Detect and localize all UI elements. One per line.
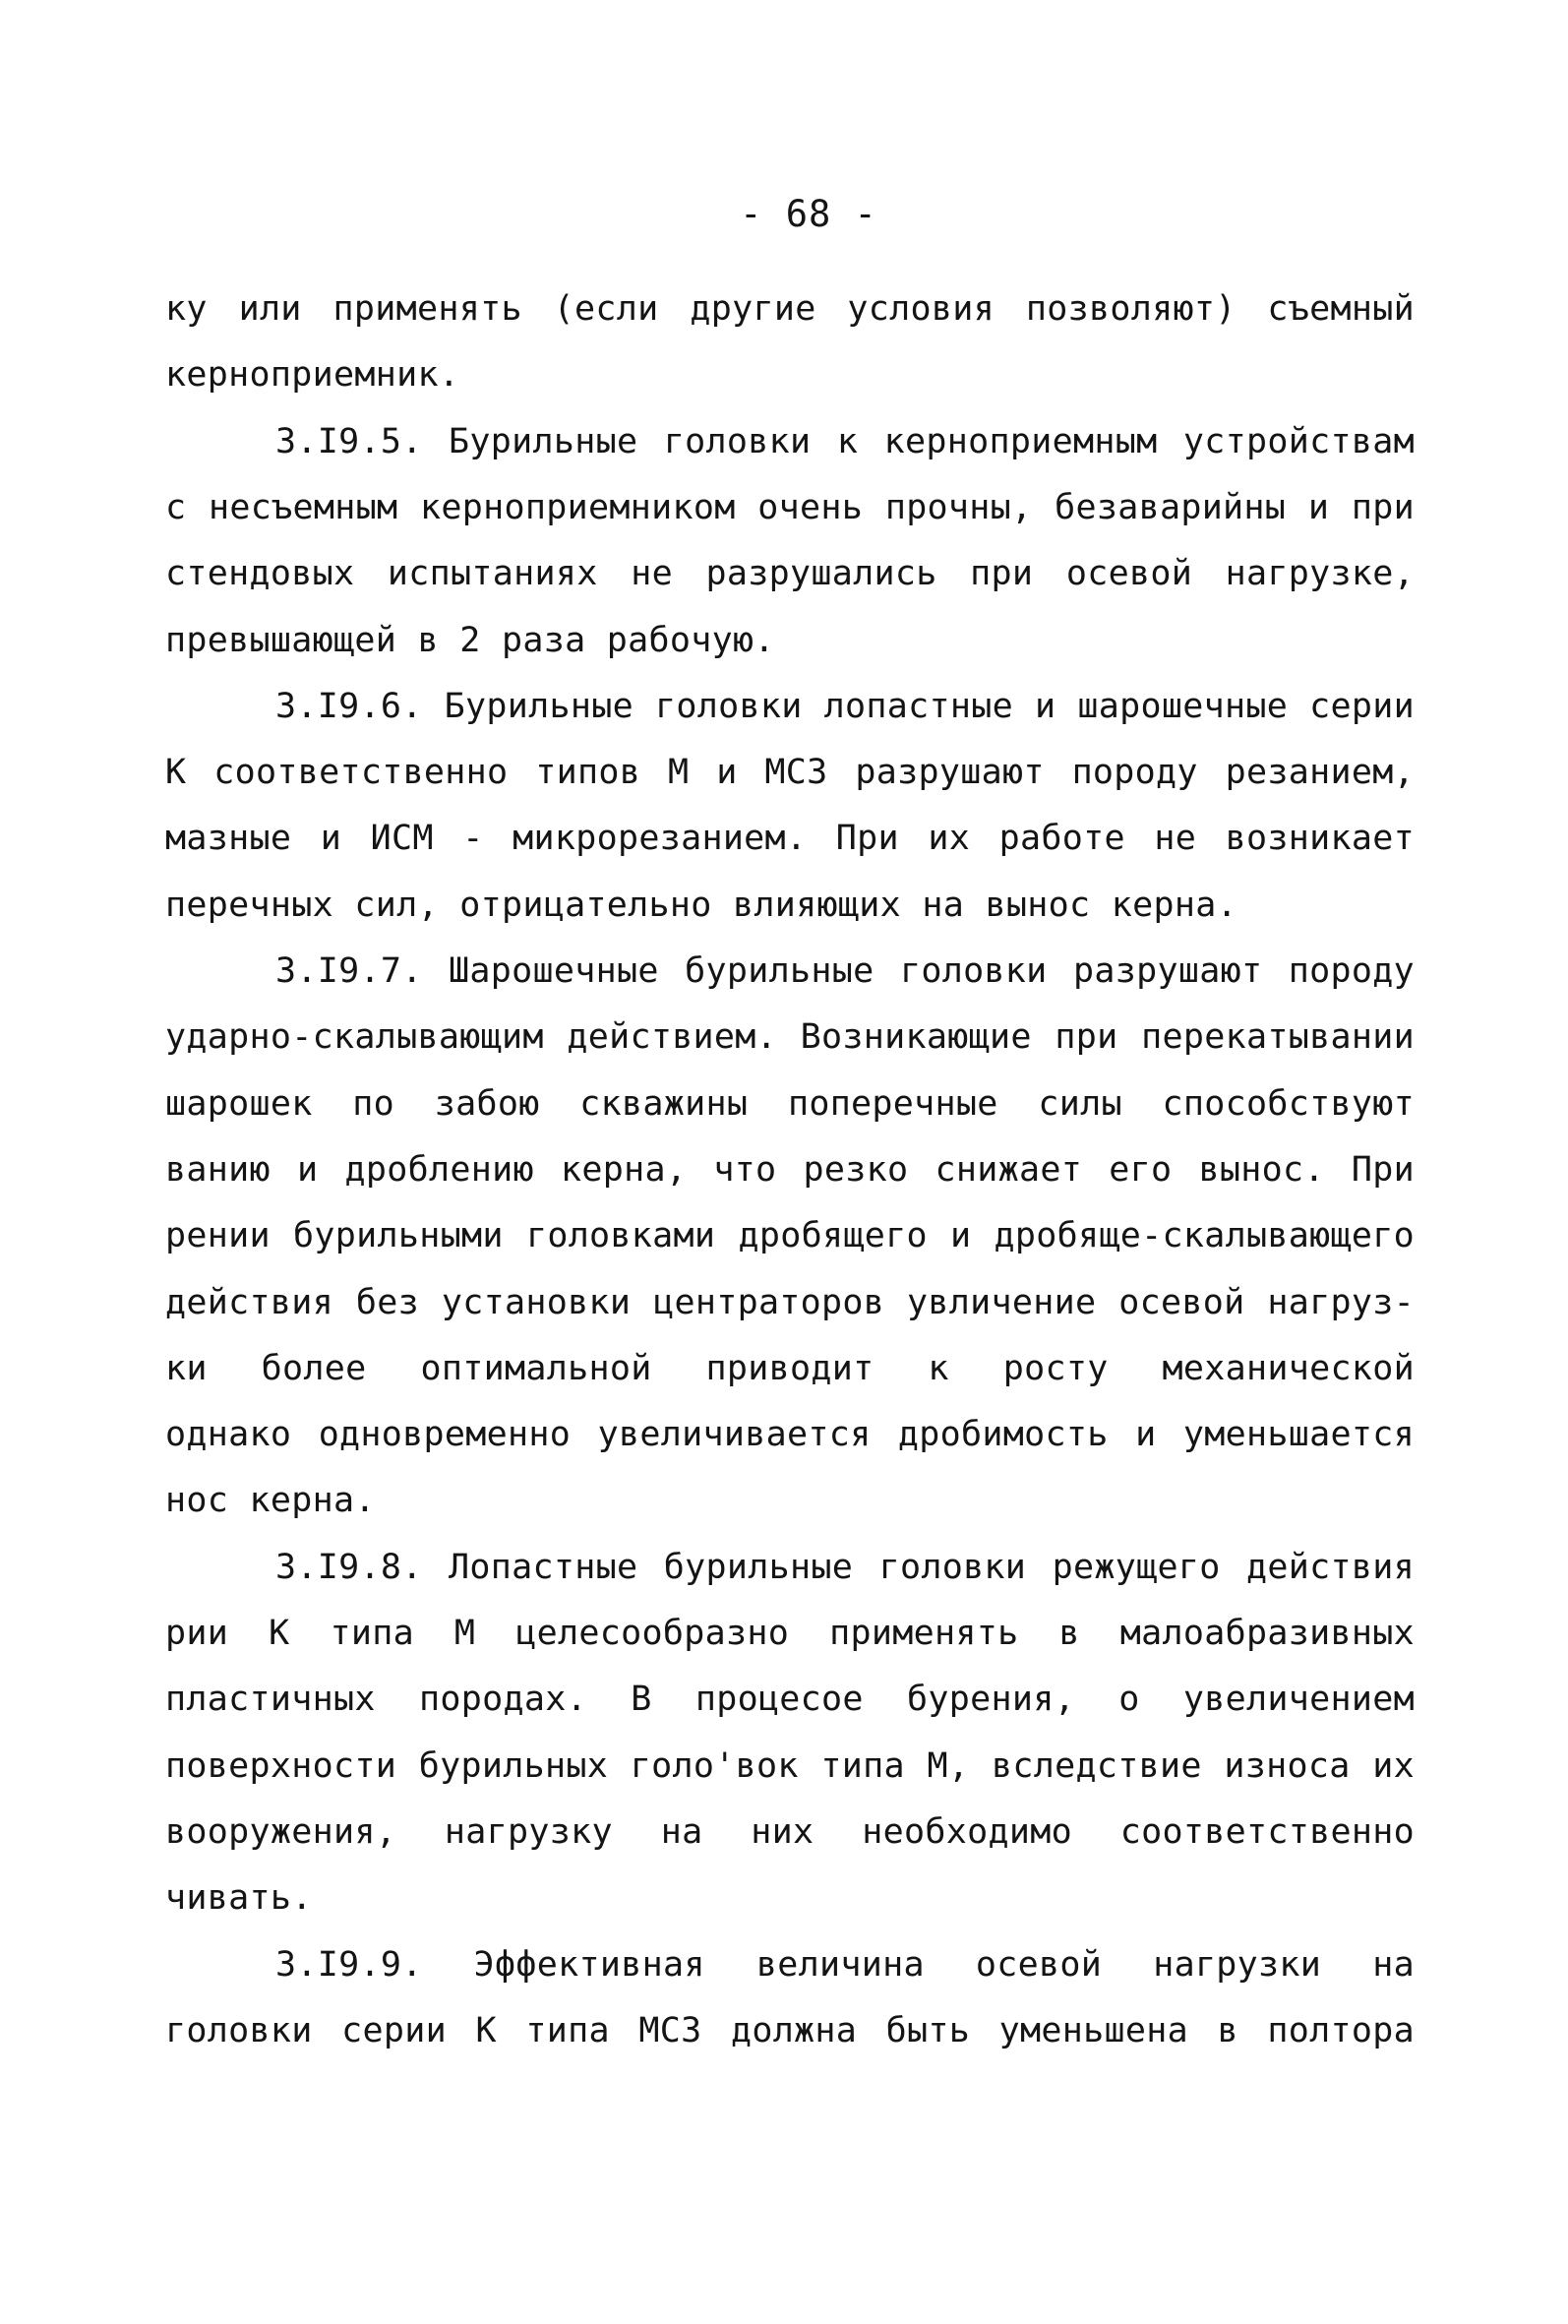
paragraph-first-line: 3.I9.8. Лопастные бурильные головки режущего действия [275, 1548, 1415, 1587]
text-line: стендовых испытаниях не разрушались при осевой нагрузке, [165, 554, 1415, 593]
text-line: однако одновременно увеличивается дробимость и уменьшается [165, 1415, 1415, 1454]
text-line: ванию и дроблению керна, что резко снижает его вынос. При [165, 1150, 1415, 1190]
text-line: действия без установки центраторов увличение осевой нагруз- [165, 1283, 1415, 1322]
text-line: ки более оптимальной приводит к росту механической [165, 1349, 1415, 1388]
text-line: нос керна. [165, 1481, 376, 1520]
paragraph-first-line: 3.I9.7. Шарошечные бурильные головки разрушают породу [275, 951, 1415, 991]
text-line: керноприемник. [165, 355, 460, 395]
page-number: - 68 - [740, 193, 877, 235]
text-line: превышающей в 2 раза рабочую. [165, 621, 775, 660]
text-line: К соответственно типов М и МСЗ разрушают породу резанием, [165, 753, 1415, 792]
text-line: ку или применять (если другие условия позволяют) съемный [165, 289, 1415, 329]
paragraph-first-line: 3.I9.5. Бурильные головки к кернoприемным устройствам [275, 422, 1415, 461]
text-line: вооружения, нагрузку на них необходимо соответственно [165, 1812, 1415, 1852]
text-line: головки серии К типа МСЗ должна быть уменьшена в полтора [165, 2011, 1415, 2050]
text-line: рении бурильными головками дробящего и дробяще-скалывающего [165, 1216, 1415, 1255]
text-line: с несъемным керноприемником очень прочны, безаварийны и при [165, 488, 1415, 527]
text-line: чивать. [165, 1878, 313, 1918]
text-line: перечных сил, отрицательно влияющих на вынос керна. [165, 886, 1237, 925]
text-line: пластичных породах. В процесое бурения, о увеличением [165, 1680, 1415, 1719]
paragraph-first-line: 3.I9.9. Эффективная величина осевой нагрузки на [275, 1945, 1415, 1985]
text-line: рии К типа М целесообразно применять в малоабразивных [165, 1614, 1415, 1653]
text-line: шарошек по забою скважины поперечные силы способствуют [165, 1084, 1415, 1124]
text-line: поверхности бурильных голо'вок типа М, вследствие износа их [165, 1746, 1415, 1786]
text-line: мазные и ИСМ - микрорезанием. При их работе не возникает [165, 819, 1415, 858]
text-line: ударно-скалывающим действием. Возникающие при перекатывании [165, 1017, 1415, 1057]
paragraph-first-line: 3.I9.6. Бурильные головки лопастные и шарошечные серии [275, 687, 1415, 726]
